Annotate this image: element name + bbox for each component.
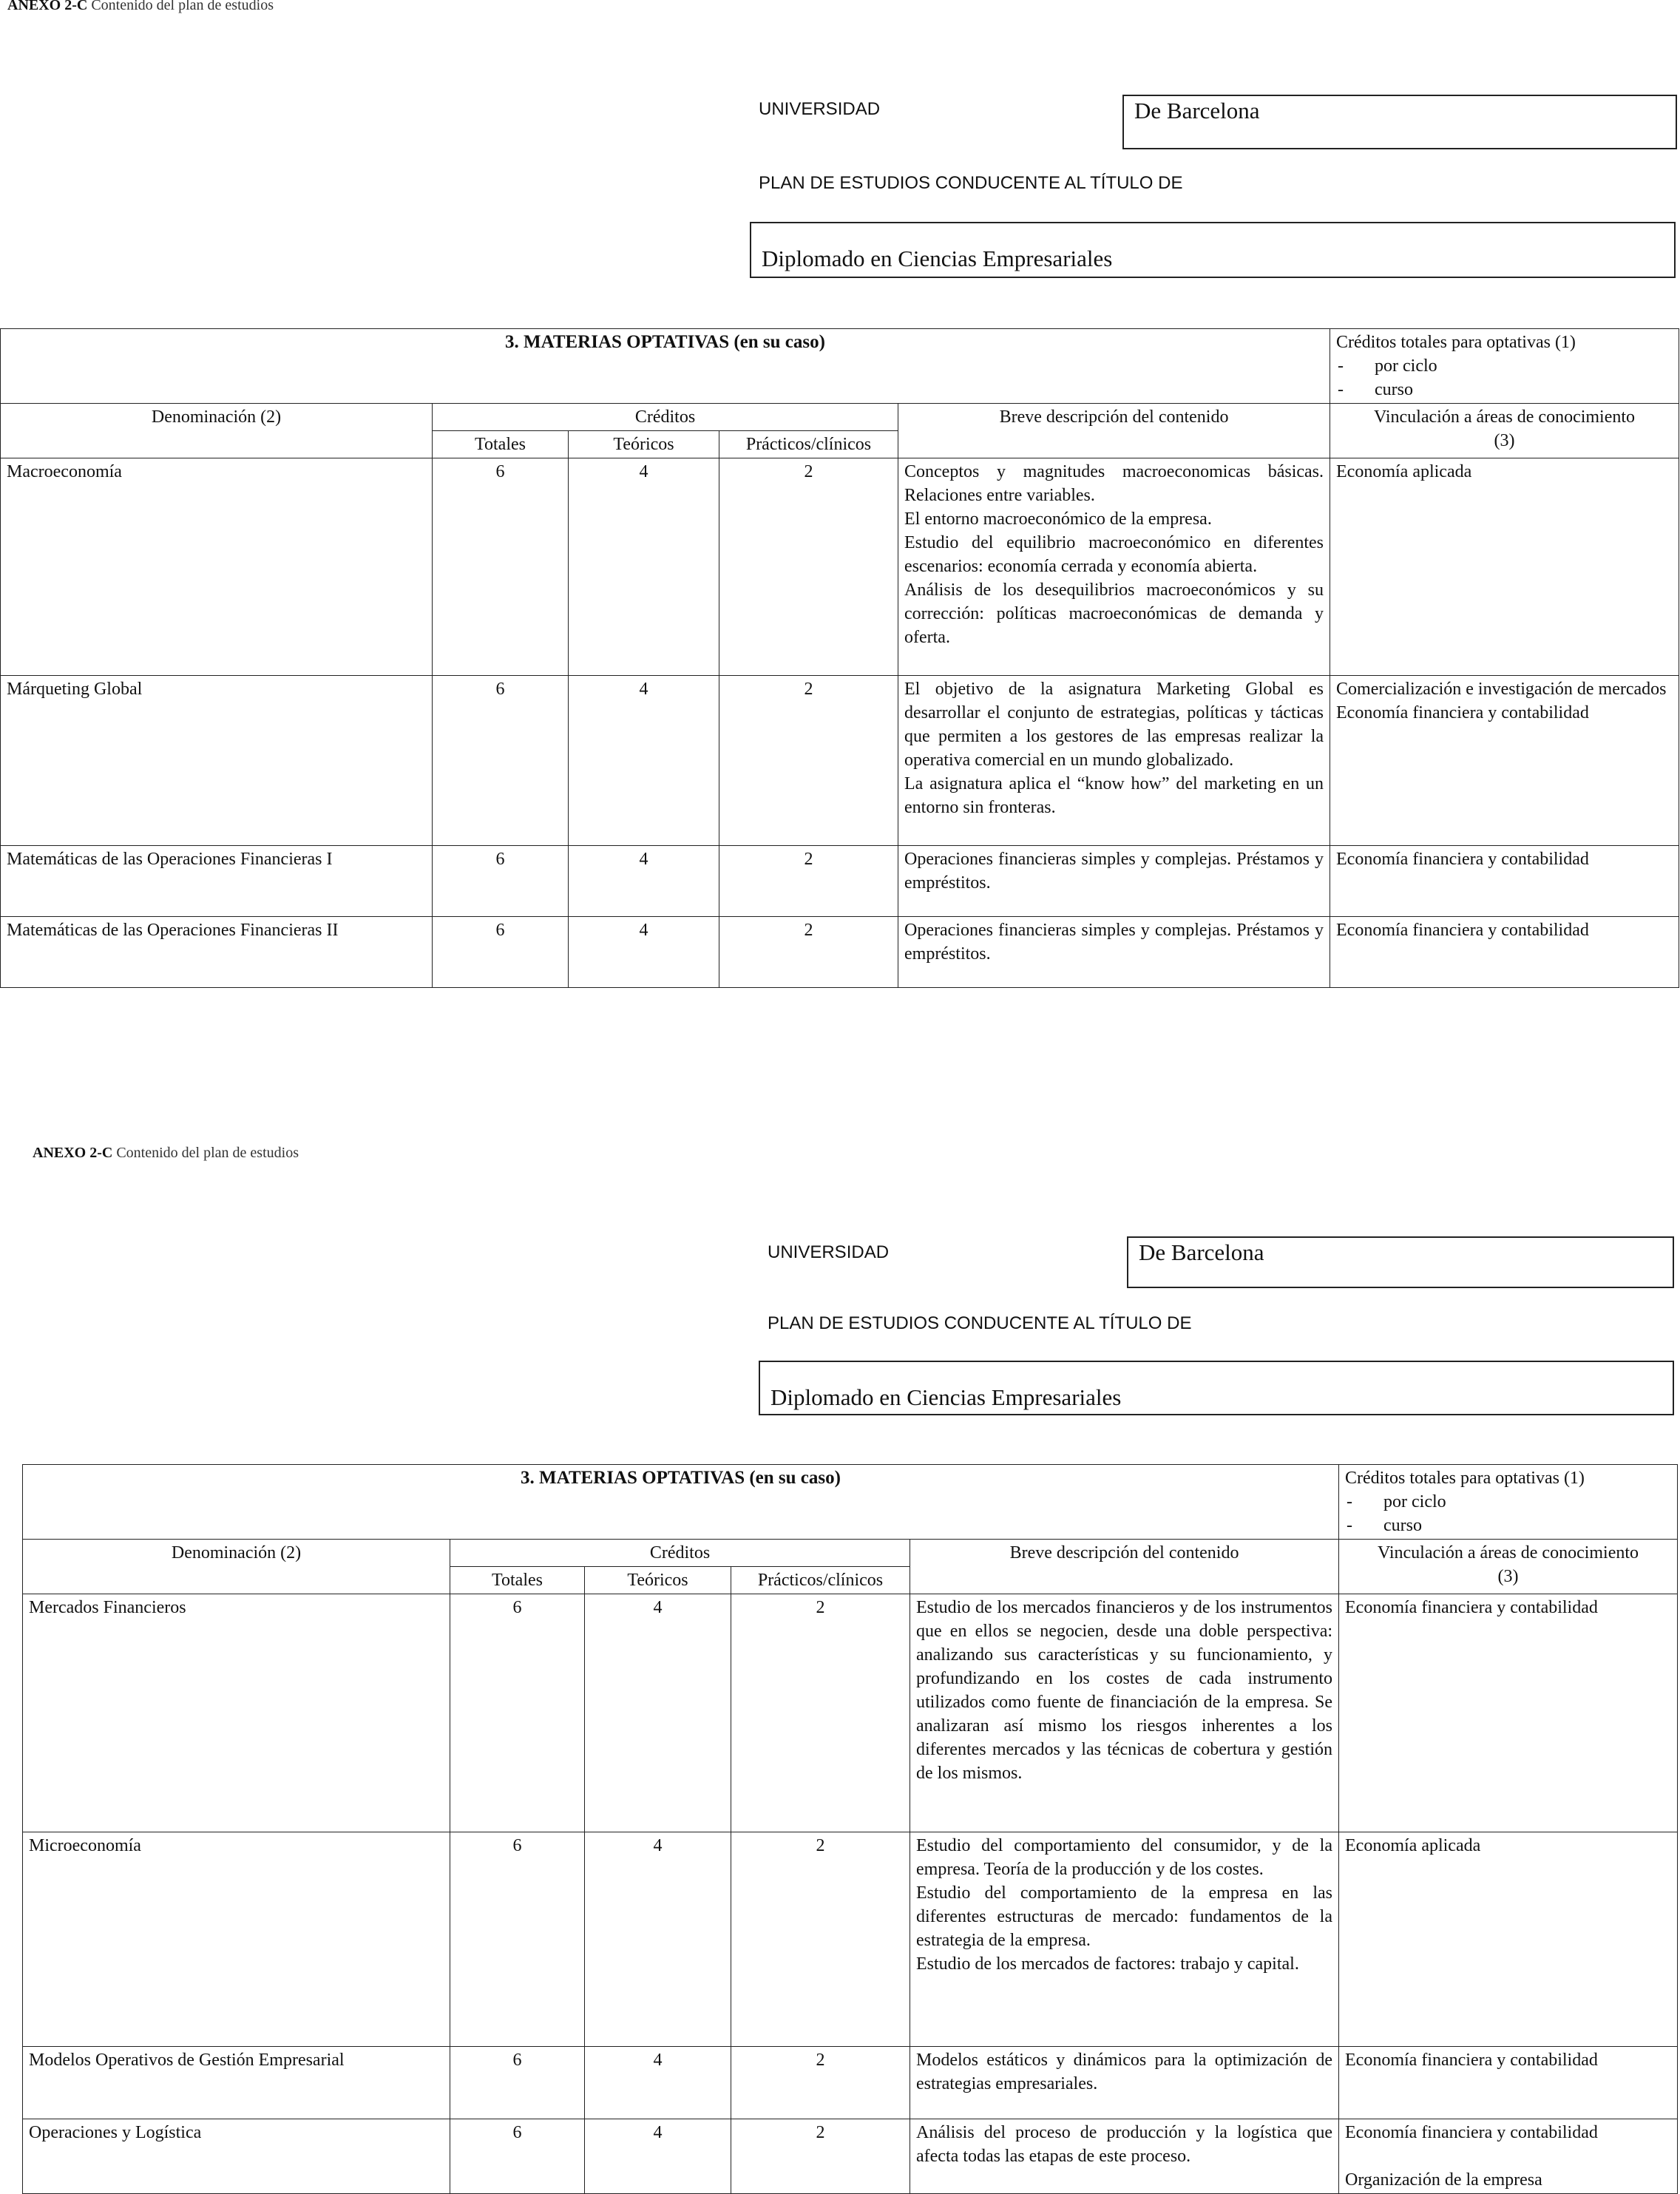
materia-description: Estudio del comportamiento del consumidor, y de la empresa. Teoría de la producción y de los costes. Estudio del comportamiento de la empresa en las diferentes estructuras de mercado: fundamentos de la estrategia de la empresa. Estudio de los mercados de factores: trabajo y capital. (910, 1832, 1339, 2047)
creditos-practicos: 2 (731, 2119, 910, 2194)
titulo-value: Diplomado en Ciencias Empresariales (770, 1384, 1122, 1410)
materia-areas: Economía financiera y contabilidad Organización de la empresa (1339, 2119, 1678, 2194)
materia-name: Modelos Operativos de Gestión Empresarial (23, 2047, 450, 2119)
universidad-label: UNIVERSIDAD (759, 99, 881, 119)
header-totales: Totales (450, 1567, 585, 1594)
materia-areas: Economía financiera y contabilidad (1339, 1594, 1678, 1832)
creditos-practicos: 2 (719, 917, 898, 988)
header-totales: Totales (433, 431, 569, 458)
titulo-field (759, 1361, 1674, 1415)
materia-description: Análisis del proceso de producción y la logística que afecta todas las etapas de este proceso. (910, 2119, 1339, 2194)
curso-line: - curso (1338, 380, 1413, 399)
materia-description: Operaciones financieras simples y complejas. Préstamos y empréstitos. (898, 846, 1330, 917)
table-row (23, 2119, 1678, 2194)
materia-areas: Comercialización e investigación de mercados Economía financiera y contabilidad (1330, 676, 1679, 846)
creditos-practicos: 2 (731, 2047, 910, 2119)
materia-areas: Economía financiera y contabilidad (1339, 2047, 1678, 2119)
materia-name: Operaciones y Logística (23, 2119, 450, 2194)
universidad-label: UNIVERSIDAD (768, 1242, 890, 1262)
creditos-totales-label: Créditos totales para optativas (1) (1336, 333, 1576, 352)
materia-areas: Economía financiera y contabilidad (1330, 917, 1679, 988)
creditos-teoricos: 4 (569, 846, 719, 917)
curso-line: - curso (1347, 1516, 1422, 1535)
materia-description: El objetivo de la asignatura Marketing Global es desarrollar el conjunto de estrategias, políticas y tácticas que permiten a los gestores de las empresas realizar la operativa comercial en un mundo globalizado. La asignatura aplica el “know how” del marketing en un entorno sin fronteras. (898, 676, 1330, 846)
creditos-teoricos: 4 (585, 2119, 731, 2194)
materia-description: Modelos estáticos y dinámicos para la optimización de estrategias empresariales. (910, 2047, 1339, 2119)
creditos-teoricos: 4 (569, 676, 719, 846)
table-row (1, 846, 1679, 917)
plan-label: PLAN DE ESTUDIOS CONDUCENTE AL TÍTULO DE (768, 1313, 1192, 1333)
creditos-practicos: 2 (731, 1832, 910, 2047)
header-teoricos: Teóricos (569, 431, 719, 458)
creditos-totales: 6 (433, 846, 569, 917)
titulo-field (750, 222, 1676, 278)
table-title: 3. MATERIAS OPTATIVAS (en su caso) (1, 329, 1330, 404)
creditos-practicos: 2 (719, 846, 898, 917)
materia-description: Conceptos y magnitudes macroeconomicas básicas. Relaciones entre variables. El entorno macroeconómico de la empresa. Estudio del equilibrio macroeconómico en diferentes escenarios: economía cerrada y economía abierta. Análisis de los desequilibrios macroeconómicos y su corrección: políticas macroeconómicas de demanda y oferta. (898, 458, 1330, 676)
materias-optativas-table (0, 328, 1679, 988)
header-descripcion: Breve descripción del contenido (898, 404, 1330, 458)
table-row (1, 458, 1679, 676)
creditos-totales: 6 (450, 2047, 585, 2119)
annex-heading: ANEXO 2-C Contenido del plan de estudios (7, 0, 274, 13)
creditos-teoricos: 4 (569, 917, 719, 988)
table-row (1, 917, 1679, 988)
creditos-practicos: 2 (731, 1594, 910, 1832)
creditos-totales: 6 (433, 458, 569, 676)
header-descripcion: Breve descripción del contenido (910, 1540, 1339, 1594)
creditos-practicos: 2 (719, 458, 898, 676)
universidad-field (1127, 1236, 1674, 1288)
annex-heading: ANEXO 2-C Contenido del plan de estudios (33, 1145, 299, 1161)
creditos-teoricos: 4 (585, 1832, 731, 2047)
table-row (1, 676, 1679, 846)
creditos-teoricos: 4 (585, 1594, 731, 1832)
materia-name: Matemáticas de las Operaciones Financieras I (1, 846, 433, 917)
universidad-field (1122, 95, 1677, 149)
header-creditos: Créditos (433, 404, 898, 431)
por-ciclo-line: - por ciclo (1347, 1492, 1446, 1511)
creditos-totales: 6 (450, 1594, 585, 1832)
materia-description: Estudio de los mercados financieros y de los instrumentos que en ellos se negocien, desde una doble perspectiva: analizando sus características y su funcionamiento, y profundizando en los costes de cada instrumento utilizados como fuente de financiación de la empresa. Se analizaran así mismo los riesgos inherentes a los diferentes mercados y las técnicas de cobertura y gestión de los mismos. (910, 1594, 1339, 1832)
titulo-value: Diplomado en Ciencias Empresariales (762, 246, 1113, 271)
creditos-totales: 6 (450, 1832, 585, 2047)
creditos-totales: 6 (433, 917, 569, 988)
header-practicos: Prácticos/clínicos (719, 431, 898, 458)
header-denominacion: Denominación (2) (1, 404, 433, 458)
creditos-teoricos: 4 (585, 2047, 731, 2119)
universidad-value: De Barcelona (1134, 98, 1260, 123)
materia-name: Márqueting Global (1, 676, 433, 846)
creditos-totales-cell (1339, 1465, 1678, 1540)
header-creditos: Créditos (450, 1540, 910, 1567)
creditos-teoricos: 4 (569, 458, 719, 676)
plan-label: PLAN DE ESTUDIOS CONDUCENTE AL TÍTULO DE (759, 173, 1183, 193)
header-vinculacion: Vinculación a áreas de conocimiento (3) (1339, 1540, 1678, 1594)
header-denominacion: Denominación (2) (23, 1540, 450, 1594)
materias-optativas-table (22, 1464, 1678, 2194)
por-ciclo-line: - por ciclo (1338, 356, 1437, 376)
header-practicos: Prácticos/clínicos (731, 1567, 910, 1594)
table-title: 3. MATERIAS OPTATIVAS (en su caso) (23, 1465, 1339, 1540)
materia-description: Operaciones financieras simples y complejas. Préstamos y empréstitos. (898, 917, 1330, 988)
universidad-value: De Barcelona (1139, 1239, 1264, 1265)
creditos-practicos: 2 (719, 676, 898, 846)
header-vinculacion: Vinculación a áreas de conocimiento (3) (1330, 404, 1679, 458)
materia-areas: Economía financiera y contabilidad (1330, 846, 1679, 917)
table-row (23, 1594, 1678, 1832)
materia-name: Macroeconomía (1, 458, 433, 676)
materia-name: Mercados Financieros (23, 1594, 450, 1832)
header-teoricos: Teóricos (585, 1567, 731, 1594)
table-row (23, 2047, 1678, 2119)
materia-name: Matemáticas de las Operaciones Financieras II (1, 917, 433, 988)
creditos-totales: 6 (433, 676, 569, 846)
creditos-totales-cell (1330, 329, 1679, 404)
creditos-totales-label: Créditos totales para optativas (1) (1345, 1469, 1585, 1488)
materia-areas: Economía aplicada (1339, 1832, 1678, 2047)
materia-areas: Economía aplicada (1330, 458, 1679, 676)
materia-name: Microeconomía (23, 1832, 450, 2047)
creditos-totales: 6 (450, 2119, 585, 2194)
table-row (23, 1832, 1678, 2047)
